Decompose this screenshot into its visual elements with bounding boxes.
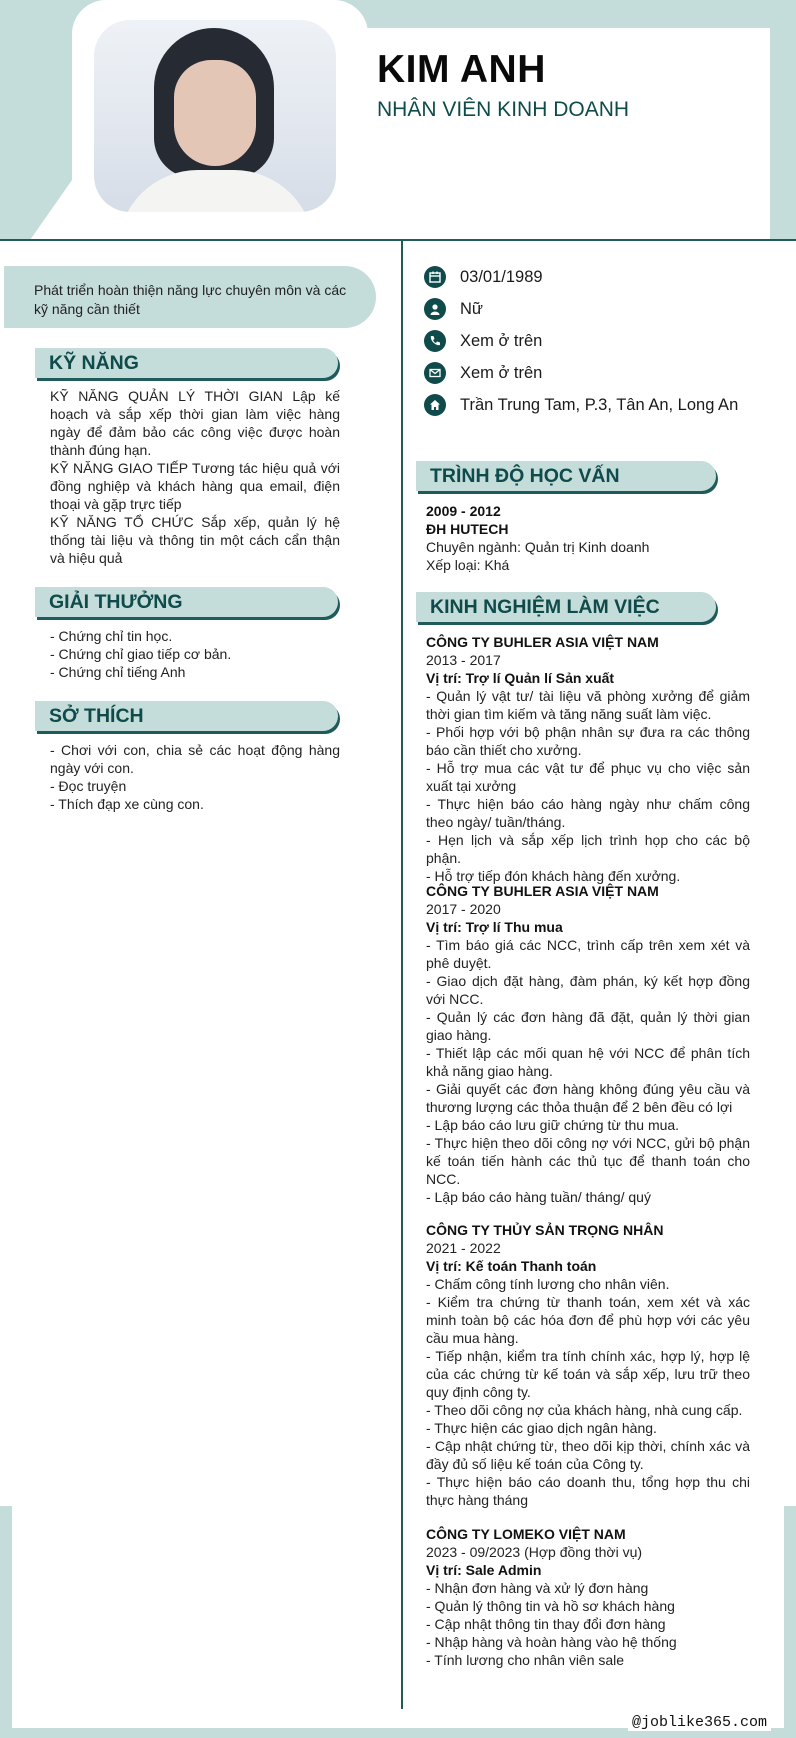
job-duty: - Thiết lập các mối quan hệ với NCC để phân tích khả năng giao hàng. xyxy=(426,1045,750,1079)
job-duty: - Quản lý thông tin và hồ sơ khách hàng xyxy=(426,1598,675,1614)
job-position: Vị trí: Trợ lí Quản lí Sản xuất xyxy=(426,670,615,686)
job-duty: - Hỗ trợ mua các vật tư để phục vụ cho việc sản xuất tại xưởng xyxy=(426,760,750,794)
hobbies-heading: SỞ THÍCH xyxy=(35,701,338,731)
job-duty: - Lập báo cáo hàng tuần/ tháng/ quý xyxy=(426,1189,651,1205)
job-duty: - Giao dịch đặt hàng, đàm phán, ký kết hợp đồng với NCC. xyxy=(426,973,750,1007)
photo-shirt xyxy=(118,170,314,212)
phone-text: Xem ở trên xyxy=(460,331,543,350)
hobby-item: - Thích đạp xe cùng con. xyxy=(50,796,204,812)
hobby-item: - Chơi với con, chia sẻ các hoạt động hàng ngày với con. xyxy=(50,742,340,776)
job-duty: - Tính lương cho nhân viên sale xyxy=(426,1652,625,1668)
job-duty: - Thực hiện theo dõi công nợ với NCC, gửi bộ phận kế toán tiến hành các thủ tục để thanh toán cho NCC. xyxy=(426,1135,750,1187)
job-period: 2023 - 09/2023 (Hợp đồng thời vụ) xyxy=(426,1544,643,1560)
address-text: Trần Trung Tam, P.3, Tân An, Long An xyxy=(460,395,739,414)
contact-gender xyxy=(424,296,483,322)
job-duty: - Tìm báo giá các NCC, trình cấp trên xem xét và phê duyệt. xyxy=(426,937,750,971)
award-item: - Chứng chỉ tin học. xyxy=(50,628,173,644)
job-period: 2021 - 2022 xyxy=(426,1240,501,1256)
job-company: CÔNG TY BUHLER ASIA VIỆT NAM xyxy=(426,883,659,899)
job-entry xyxy=(426,633,750,885)
awards-list xyxy=(50,627,340,681)
job-duty: - Kiểm tra chứng từ thanh toán, xem xét và xác minh toàn bộ các hóa đơn để phù hợp với các yêu cầu mua hàng. xyxy=(426,1294,750,1346)
job-duty: - Cập nhật thông tin thay đổi đơn hàng xyxy=(426,1616,666,1632)
skill-item: KỸ NĂNG QUẢN LÝ THỜI GIAN Lập kế hoạch và sắp xếp thời gian làm việc hàng ngày để đảm bảo các công việc được hoàn thành đúng hạn. xyxy=(50,388,340,458)
job-duty: - Quản lý các đơn hàng đã đặt, quản lý thời gian giao hàng. xyxy=(426,1009,750,1043)
job-duty: - Nhận đơn hàng và xử lý đơn hàng xyxy=(426,1580,649,1596)
calendar-icon xyxy=(424,266,446,288)
header-teal-right xyxy=(770,0,796,240)
hobby-item: - Đọc truyện xyxy=(50,778,127,794)
job-entry xyxy=(426,1525,750,1669)
candidate-role: NHÂN VIÊN KINH DOANH xyxy=(377,98,630,121)
career-objective: Phát triển hoàn thiện năng lực chuyên môn và các kỹ năng cần thiết xyxy=(4,266,376,328)
job-duty: - Phối hợp với bộ phận nhân sự đưa ra các thông báo cần thiết cho xưởng. xyxy=(426,724,750,758)
job-duty: - Theo dõi công nợ của khách hàng, nhà cung cấp. xyxy=(426,1402,743,1418)
skills-heading: KỸ NĂNG xyxy=(35,348,338,378)
education-school: ĐH HUTECH xyxy=(426,521,509,537)
job-period: 2013 - 2017 xyxy=(426,652,501,668)
award-item: - Chứng chỉ giao tiếp cơ bản. xyxy=(50,646,232,662)
job-period: 2017 - 2020 xyxy=(426,901,501,917)
job-duty: - Quản lý vật tư/ tài liệu vă phòng xưởng để giảm thời gian tìm kiếm và tăng năng suất làm việc. xyxy=(426,688,750,722)
job-company: CÔNG TY LOMEKO VIỆT NAM xyxy=(426,1526,626,1542)
job-duty: - Nhập hàng và hoàn hàng vào hệ thống xyxy=(426,1634,677,1650)
job-duty: - Thực hiện báo cáo hàng ngày như chấm công theo ngày/ tuần/tháng. xyxy=(426,796,750,830)
job-duty: - Thực hiện báo cáo doanh thu, tổng hợp thu chi thực hàng tháng xyxy=(426,1474,750,1508)
contact-email xyxy=(424,360,542,386)
job-company: CÔNG TY BUHLER ASIA VIỆT NAM xyxy=(426,634,659,650)
job-duty: - Hẹn lịch và sắp xếp lịch trình họp cho các bộ phận. xyxy=(426,832,750,866)
job-duty: - Chấm công tính lương cho nhân viên. xyxy=(426,1276,670,1292)
phone-icon xyxy=(424,330,446,352)
job-duty: - Giải quyết các đơn hàng không đúng yêu cầu và thương lượng các thỏa thuận để 2 bên đều có lợi xyxy=(426,1081,750,1115)
email-text: Xem ở trên xyxy=(460,363,543,382)
job-entry xyxy=(426,882,750,1206)
footer-teal-left xyxy=(0,1506,12,1738)
header-slant xyxy=(30,180,72,240)
hobbies-list xyxy=(50,741,340,813)
job-position: Vị trí: Sale Admin xyxy=(426,1562,542,1578)
contact-birthday xyxy=(424,264,543,290)
job-position: Vị trí: Trợ lí Thu mua xyxy=(426,919,563,935)
candidate-name: KIM ANH xyxy=(377,48,546,91)
footer-teal-right xyxy=(784,1506,796,1738)
user-icon xyxy=(424,298,446,320)
education-block xyxy=(426,502,750,574)
job-entry xyxy=(426,1221,750,1509)
profile-photo xyxy=(94,20,336,212)
contact-phone xyxy=(424,328,542,354)
education-major: Chuyên ngành: Quản trị Kinh doanh xyxy=(426,539,650,555)
home-icon xyxy=(424,394,446,416)
education-grade: Xếp loại: Khá xyxy=(426,557,510,573)
job-position: Vị trí: Kế toán Thanh toán xyxy=(426,1258,597,1274)
photo-face xyxy=(174,60,256,166)
mail-icon xyxy=(424,362,446,384)
experience-heading: KINH NGHIỆM LÀM VIỆC xyxy=(416,592,716,622)
contact-address xyxy=(424,392,738,418)
birthday-text: 03/01/1989 xyxy=(460,267,543,286)
skill-item: KỸ NĂNG GIAO TIẾP Tương tác hiệu quả với đồng nghiệp và khách hàng qua email, điện thoại và gặp trực tiếp xyxy=(50,460,340,512)
skill-item: KỸ NĂNG TỔ CHỨC Sắp xếp, quản lý hệ thống tài liệu và thông tin một cách cẩn thận và hiệu quả xyxy=(50,514,340,566)
awards-heading: GIẢI THƯỞNG xyxy=(35,587,338,617)
award-item: - Chứng chỉ tiếng Anh xyxy=(50,664,186,680)
job-company: CÔNG TY THỦY SẢN TRỌNG NHÂN xyxy=(426,1222,664,1238)
header-divider xyxy=(0,239,796,241)
education-years: 2009 - 2012 xyxy=(426,503,501,519)
job-duty: - Hỗ trợ tiếp đón khách hàng đến xưởng. xyxy=(426,868,681,884)
gender-text: Nữ xyxy=(460,299,483,318)
site-watermark: @joblike365.com xyxy=(628,1714,771,1731)
column-divider xyxy=(401,241,403,1709)
skills-list xyxy=(50,387,340,567)
job-duty: - Cập nhật chứng từ, theo dõi kịp thời, chính xác và đầy đủ số liệu kế toán của Công ty. xyxy=(426,1438,750,1472)
job-duty: - Thực hiện các giao dịch ngân hàng. xyxy=(426,1420,657,1436)
job-duty: - Lập báo cáo lưu giữ chứng từ thu mua. xyxy=(426,1117,680,1133)
job-duty: - Tiếp nhận, kiểm tra tính chính xác, hợp lý, hợp lệ của các chứng từ kế toán và sắp xếp, lưu trữ theo quy định công ty. xyxy=(426,1348,750,1400)
education-heading: TRÌNH ĐỘ HỌC VẤN xyxy=(416,461,716,491)
